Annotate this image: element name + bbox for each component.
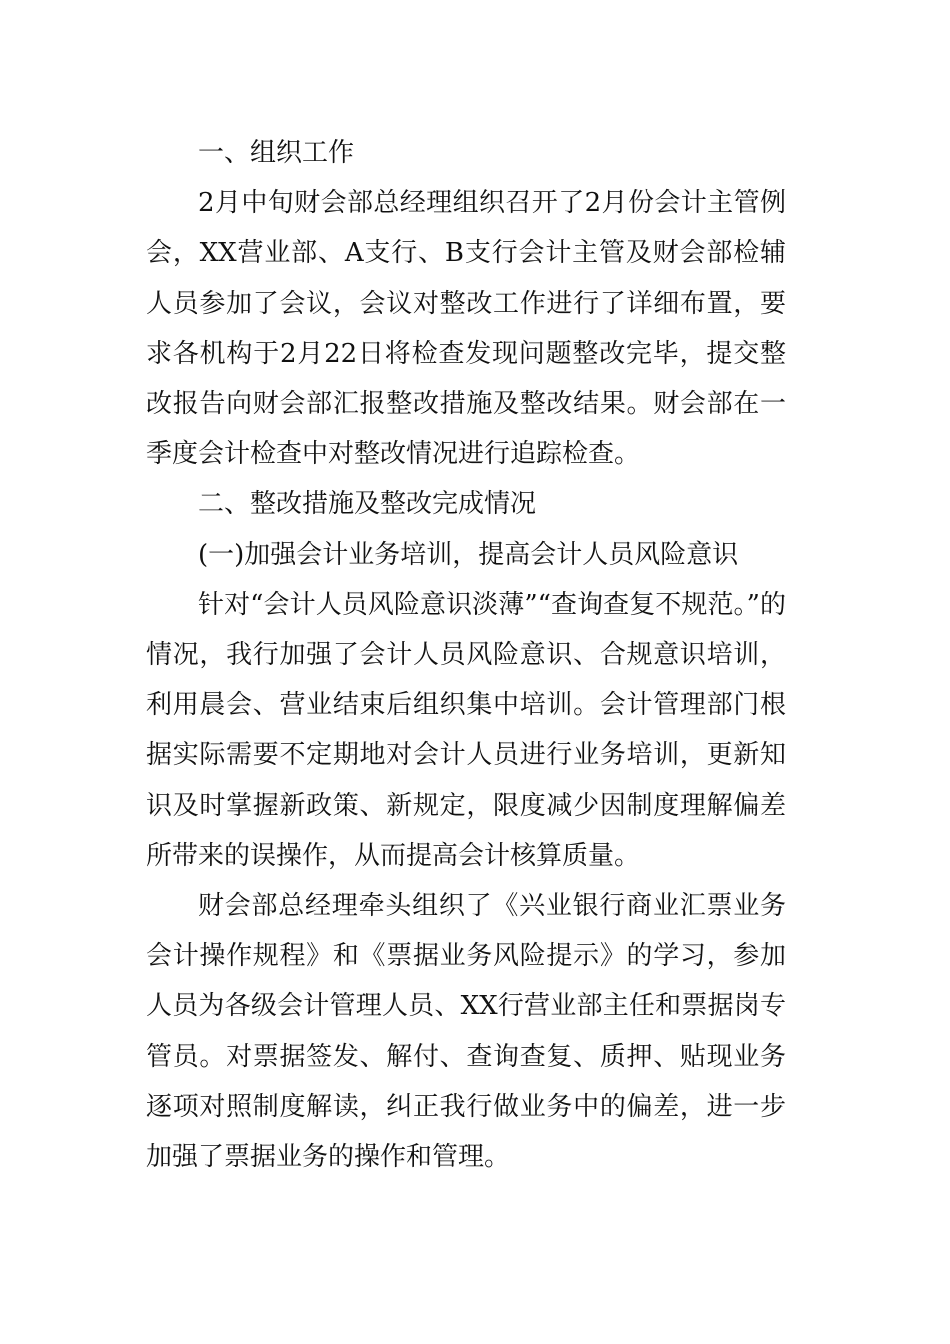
paragraph-risk-awareness: 针对“会计人员风险意识淡薄”“查询查复不规范。”的情况，我行加强了会计人员风险意识、合规意识培训，利用晨会、营业结束后组织集中培训。会计管理部门根据实际需要不定期地对会计人员进行业务培训，更新知识及时掌握新政策、新规定，限度减少因制度理解偏差所带来的误操作，从而提高会计核算质量。 <box>146 589 786 871</box>
paragraph-bill-training: 财会部总经理牵头组织了《兴业银行商业汇票业务会计操作规程》和《票据业务风险提示》的学习，参加人员为各级会计管理人员、XX行营业部主任和票据岗专管员。对票据签发、解付、查询查复、质押、贴现业务逐项对照制度解读，纠正我行做业务中的偏差，进一步加强了票据业务的操作和管理。 <box>146 891 786 1173</box>
paragraph-meeting: 2月中旬财会部总经理组织召开了2月份会计主管例会，XX营业部、A支行、B支行会计主管及财会部检辅人员参加了会议，会议对整改工作进行了详细布置，要求各机构于2月22日将检查发现问题整改完毕，提交整改报告向财会部汇报整改措施及整改结果。财会部在一季度会计检查中对整改情况进行追踪检查。 <box>146 188 786 470</box>
subheading-training: (一)加强会计业务培训，提高会计人员风险意识 <box>198 539 739 570</box>
heading-organization-work: 一、组织工作 <box>198 138 355 168</box>
document-body <box>146 128 786 1182</box>
heading-rectification-measures: 二、整改措施及整改完成情况 <box>198 489 537 520</box>
